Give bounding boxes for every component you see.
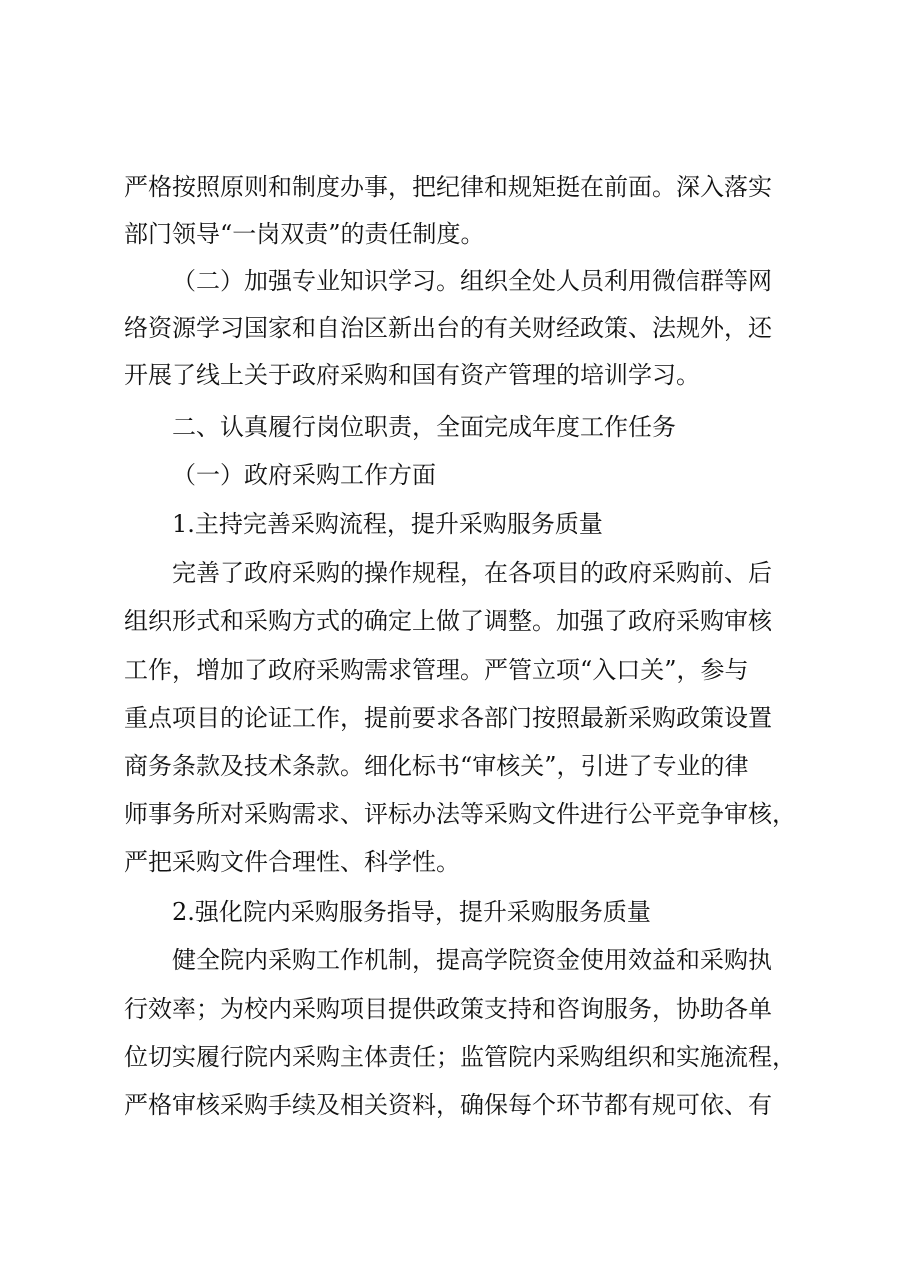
body-text-line: 严格按照原则和制度办事，把纪律和规矩挺在前面。深入落实	[124, 173, 772, 201]
body-text-line: 行效率；为校内采购项目提供政策支持和咨询服务，协助各单	[124, 995, 772, 1023]
body-text-line: 完善了政府采购的操作规程，在各项目的政府采购前、后	[172, 559, 772, 587]
item-heading: 2.强化院内采购服务指导，提升采购服务质量	[172, 898, 651, 926]
body-text-line: 严格审核采购手续及相关资料，确保每个环节都有规可依、有	[124, 1091, 772, 1119]
section-heading: 二、认真履行岗位职责，全面完成年度工作任务	[172, 413, 676, 441]
body-text-line: 健全院内采购工作机制，提高学院资金使用效益和采购执	[172, 946, 772, 974]
body-text-line: 位切实履行院内采购主体责任；监管院内采购组织和实施流程，	[124, 1043, 796, 1071]
body-text-line: 师事务所对采购需求、评标办法等采购文件进行公平竞争审核，	[124, 800, 796, 828]
body-text-line: 商务条款及技术条款。细化标书“审核关”，引进了专业的律	[124, 752, 749, 780]
body-text-line: 开展了线上关于政府采购和国有资产管理的培训学习。	[124, 361, 700, 389]
subsection-heading: （一）政府采购工作方面	[172, 461, 436, 489]
body-text-line: 络资源学习国家和自治区新出台的有关财经政策、法规外，还	[124, 314, 772, 342]
body-text-line: 部门领导“一岗双责”的责任制度。	[124, 220, 485, 248]
body-text-line: 严把采购文件合理性、科学性。	[124, 848, 460, 876]
item-heading: 1.主持完善采购流程，提升采购服务质量	[172, 510, 603, 538]
body-text-line: 组织形式和采购方式的确定上做了调整。加强了政府采购审核	[124, 607, 772, 635]
body-text-line: 工作，增加了政府采购需求管理。严管立项“入口关”，参与	[124, 656, 749, 684]
body-text-line: 重点项目的论证工作，提前要求各部门按照最新采购政策设置	[124, 704, 772, 732]
subheading-line: （二）加强专业知识学习。组织全处人员利用微信群等网	[172, 267, 772, 295]
